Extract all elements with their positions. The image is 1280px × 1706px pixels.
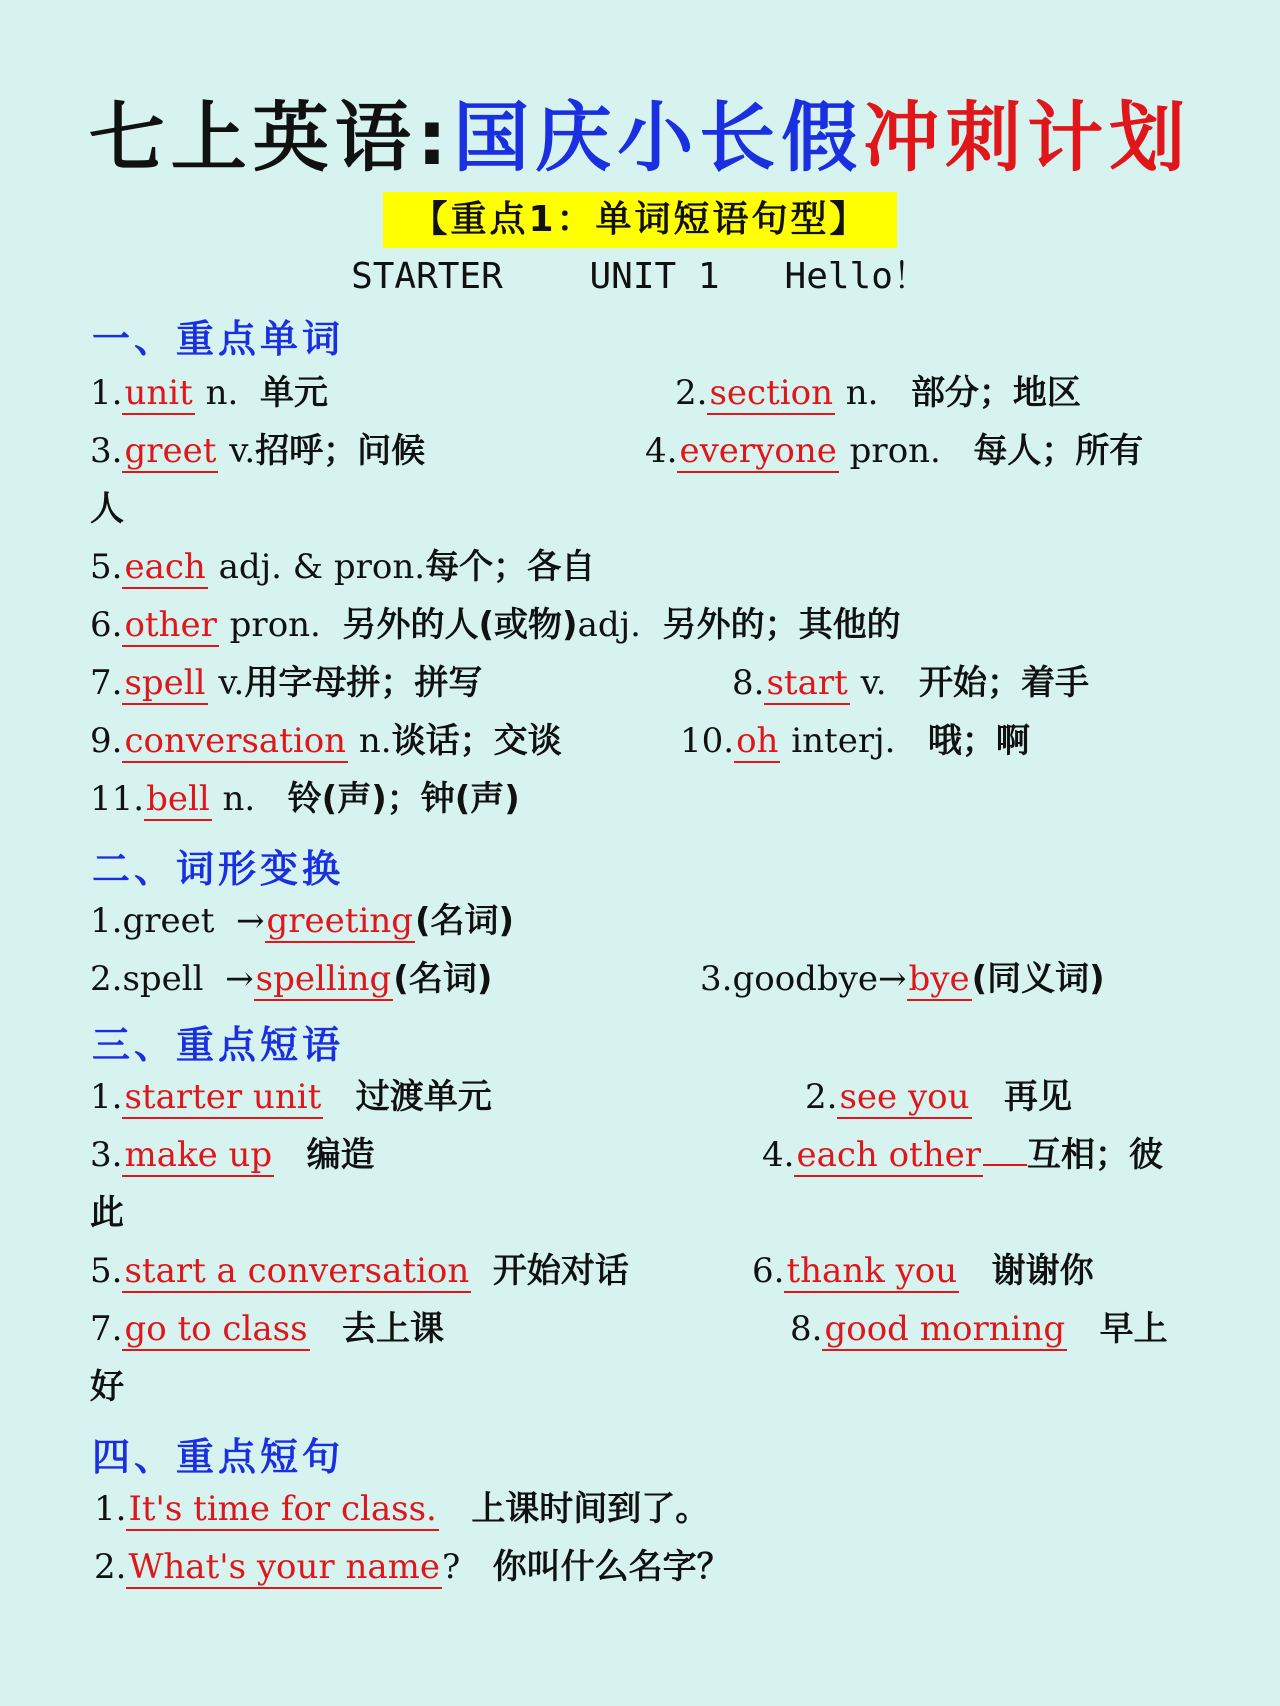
vocab-item-9: 9.conversation n.谈话；交谈 xyxy=(90,721,562,761)
vocab-item-7: 7.spell v.用字母拼；拼写 xyxy=(90,663,483,703)
phrase-word: start a conversation xyxy=(124,1251,470,1291)
vocab-word: greet xyxy=(124,431,217,471)
phrase-word: go to class xyxy=(124,1309,308,1349)
vocab-item-6: 6.other pron. 另外的人(或物)adj. 另外的；其他的 xyxy=(90,605,901,645)
phrase-item-8: 8.good morning 早上 xyxy=(790,1309,1168,1349)
form-item-1: 1.greet →greeting(名词) xyxy=(90,901,515,941)
section-heading-2: 二、词形变换 xyxy=(92,847,345,891)
sentence-item-1: 1.It's time for class. 上课时间到了。 xyxy=(94,1489,710,1529)
phrase-word: make up xyxy=(124,1135,273,1175)
vocab-item-8: 8.start v. 开始；着手 xyxy=(732,663,1089,703)
phrase-item-3: 3.make up 编造 xyxy=(90,1135,375,1175)
vocab-item-5: 5.each adj. & pron.每个；各自 xyxy=(90,547,596,587)
vocab-word: everyone xyxy=(679,431,837,471)
vocab-word: conversation xyxy=(124,721,347,761)
phrase-item-8-cont: 好 xyxy=(90,1367,124,1407)
form-word: bye xyxy=(908,959,970,999)
phrase-item-4: 4.each other 互相；彼 xyxy=(762,1135,1163,1175)
form-item-3: 3.goodbye→bye(同义词) xyxy=(700,959,1105,999)
form-word: greeting xyxy=(266,901,413,941)
phrase-item-6: 6.thank you 谢谢你 xyxy=(752,1251,1094,1291)
section-heading-1: 一、重点单词 xyxy=(92,317,345,361)
vocab-item-1: 1.unit n. 单元 xyxy=(90,373,328,413)
phrase-word: good morning xyxy=(824,1309,1066,1349)
vocab-item-11: 11.bell n. 铃(声)；钟(声) xyxy=(90,779,520,819)
vocab-word: section xyxy=(709,373,833,413)
vocab-word: bell xyxy=(146,779,210,819)
phrase-item-5: 5.start a conversation 开始对话 xyxy=(90,1251,629,1291)
vocab-item-10: 10.oh interj. 哦；啊 xyxy=(680,721,1030,761)
answer-blank xyxy=(983,1134,1027,1166)
vocab-word: other xyxy=(124,605,217,645)
vocab-item-4: 4.everyone pron. 每人；所有 xyxy=(645,431,1144,471)
section-heading-4: 四、重点短句 xyxy=(92,1435,345,1479)
form-item-2: 2.spell →spelling(名词) xyxy=(90,959,493,999)
vocab-item-3: 3.greet v.招呼；问候 xyxy=(90,431,426,471)
vocab-word: oh xyxy=(736,721,779,761)
phrase-word: each other xyxy=(796,1135,981,1175)
form-word: spelling xyxy=(255,959,392,999)
vocab-item-4-cont: 人 xyxy=(90,489,124,529)
vocab-item-2: 2.section n. 部分；地区 xyxy=(675,373,1081,413)
vocab-word: unit xyxy=(124,373,193,413)
phrase-item-1: 1.starter unit 过渡单元 xyxy=(90,1077,492,1117)
phrase-item-7: 7.go to class 去上课 xyxy=(90,1309,444,1349)
sentence-text: It's time for class. xyxy=(128,1489,437,1529)
title-part-1: 七上英语: xyxy=(88,93,454,182)
unit-heading: STARTER UNIT 1 Hello！ xyxy=(351,256,929,297)
vocab-word: each xyxy=(124,547,206,587)
title-part-2: 国庆小长假 xyxy=(453,93,864,182)
phrase-word: thank you xyxy=(786,1251,958,1291)
vocab-word: spell xyxy=(124,663,206,703)
phrase-word: see you xyxy=(839,1077,970,1117)
title-part-3: 冲刺计划 xyxy=(863,93,1192,182)
vocab-word: start xyxy=(766,663,848,703)
phrase-item-4-cont: 此 xyxy=(90,1193,124,1233)
phrase-word: starter unit xyxy=(124,1077,322,1117)
page-title xyxy=(0,88,1280,188)
sentence-item-2: 2.What's your name? 你叫什么名字？ xyxy=(94,1547,731,1587)
highlight-banner: 【重点1：单词短语句型】 xyxy=(383,192,897,248)
section-heading-3: 三、重点短语 xyxy=(92,1023,345,1067)
sentence-text: What's your name xyxy=(128,1547,440,1587)
phrase-item-2: 2.see you 再见 xyxy=(805,1077,1072,1117)
